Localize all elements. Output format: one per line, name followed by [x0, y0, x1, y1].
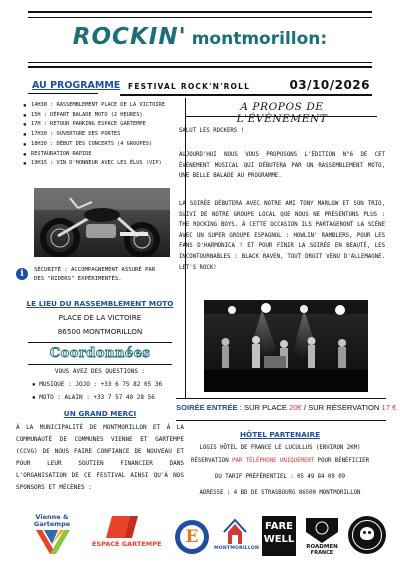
merci-heading: UN GRAND MERCI: [63, 409, 137, 418]
musique-contact[interactable]: ▪ MUSIQUE : JOJO : +33 6 75 82 05 36: [32, 381, 162, 388]
programme-item: ▪ 14H30 : RASSEMBLEMENT PLACE DE LA VICTOIRE: [23, 101, 183, 111]
header-rule-thin: [28, 62, 372, 63]
coordonnees-rule-top: [28, 342, 172, 343]
programme-item: ▪ 17H : RETOUR PARKING ESPACE GARTEMPE: [23, 120, 183, 130]
logo-dots: :: [320, 29, 328, 49]
hotel-phone-only: PAR TÉLÉPHONE UNIQUEMENT: [232, 458, 315, 464]
programme-heading: AU PROGRAMME: [32, 80, 121, 91]
lieu-address-line2: 86500 MONTMORILLON: [57, 327, 143, 336]
hotel-rule: [176, 420, 386, 421]
entree-reservation: / SUR RÉSERVATION: [301, 403, 382, 412]
montmorillon-logo: MONTMORILLON: [214, 518, 256, 556]
rockin-montmorillon-logo: [0, 24, 400, 50]
price-sur-place: 20€: [289, 403, 302, 412]
logo-montmorillon-text: montmorillon: [191, 29, 321, 49]
farewell-records-logo: FARE WELL: [262, 516, 296, 556]
info-icon: i: [16, 268, 28, 280]
lieu-address-line1: PLACE DE LA VICTOIRE: [58, 313, 142, 322]
header-rule: [28, 66, 372, 68]
entree-label: SOIRÉE ENTRÉE: [176, 403, 238, 412]
leclerc-logo: E: [175, 520, 209, 554]
hotel-reservation: RÉSERVATION PAR TÉLÉPHONE UNIQUEMENT POUR BÉNÉFICIER: [190, 458, 370, 464]
vienne-gartempe-logo: Vienne & Gartempe: [30, 514, 74, 556]
coordonnees-rule-bottom: [28, 364, 172, 365]
programme-item: ▪ 18H30 : DÉBUT DES CONCERTS (4 GROUPES): [23, 140, 183, 150]
roadmen-logo: ROADMEN FRANCE: [302, 516, 342, 558]
header-row-rule: [120, 94, 372, 96]
apropos-heading: A PROPOS DE L'ÉVÈNEMENT: [236, 101, 328, 125]
apropos-para2: LA SOIRÉE DÉBUTERA AVEC NOTRE AMI TONY MARLOW ET SON TRIO, SUIVI DE NOTRE GROUPE LOCAL QUE NOUS NE PRÉSENTONS PLUS : THE ROCKING BOYS. À CETTE OCCASION ILS PARTAGERONT LA SCÈNE AVEC UN SUPER GROUPE ESPAGNOL : HOWLIN' RAMBLERS, POUR LES FANS D'HARMONICA ! ET POUR FINIR LA SOIRÉE EN BEAUTÉ, LES INCONTOURNABLES : BLACK RAVEN, TOUT DROIT VENU D'ALLEMAGNE. LET'S ROCK!: [179, 201, 385, 271]
hotel-phone[interactable]: DU TARIF PRÉFÉRENTIEL : 05 49 84 09 09: [214, 474, 346, 480]
programme-list: [23, 101, 183, 169]
programme-item: ▪ 15H : DÉPART BALADE MOTO (2 HEURES): [23, 111, 183, 121]
festival-label: FESTIVAL ROCK'N'ROLL: [128, 82, 251, 91]
programme-item: ▪ 19H15 : VIN D'HONNEUR AVEC LES ÉLUS (VIP): [23, 159, 183, 169]
entree-sur-place: : SUR PLACE: [237, 403, 290, 412]
coordonnees-heading: Coordonnées: [49, 346, 151, 361]
merci-text: À LA MUNICIPALITÉ DE MONTMORILLON ET À LA COMMUNAUTÉ DE COMMUNES VIENNE ET GARTEMPE (CCVG) DE NOUS FAIRE CONFIANCE DE NOUVEAU ET POUR LEUR SOUTIEN FINANCIER DANS L'ORGANISATION DE CE FESTIVAL AINSI QU'À NOS SPONSORS ET MÉCÈNES :: [16, 424, 184, 491]
top-rule-thin: [28, 17, 372, 18]
hotel-heading: HÔTEL PARTENAIRE: [239, 430, 321, 439]
espace-gartempe-logo: ESPACE GARTEMPE: [92, 514, 158, 554]
programme-underline: [28, 93, 98, 94]
programme-item: ▪ RESTAURATION RAPIDE: [23, 150, 183, 160]
moto-contact[interactable]: ▪ MOTO : ALAIN : +33 7 57 40 28 56: [32, 394, 155, 401]
security-note: SÉCURITÉ : ACCOMPAGNEMENT ASSURÉ PAR DES "RIDERS" EXPÉRIMENTÉS.: [34, 267, 156, 282]
lieu-heading: LE LIEU DU RASSEMBLEMENT MOTO: [26, 299, 174, 308]
apropos-para1: AUJOURD'HUI NOUS VOUS PROPOSONS L'ÉDITION N°6 DE CET ÉVÈNEMENT MUSICAL QUI DÉBUTERA PAR UN RASSEMBLEMENT MOTO, UNE BELLE BALADE AU PROGRAMME.: [179, 152, 385, 180]
logo-rockin-text: ROCKIN': [72, 24, 187, 50]
price-reservation: 17 €: [381, 403, 397, 412]
salut-text: SALUT LES ROCKERS !: [179, 128, 245, 134]
motorcycle-photo: [34, 188, 170, 257]
hotel-name: LOGIS HÔTEL DE FRANCE LE LUCULLUS (ENVIRON 2KM): [199, 445, 361, 451]
event-date: 03/10/2026: [289, 78, 370, 92]
questions-label: VOUS AVEZ DES QUESTIONS :: [54, 368, 146, 375]
skull-badge-logo: [348, 516, 386, 554]
top-rule: [28, 11, 372, 13]
entree-line: [176, 403, 397, 412]
programme-item: ▪ 17H30 : OUVERTURE DES PORTES: [23, 130, 183, 140]
entree-rule: [176, 398, 386, 399]
concert-photo: [204, 300, 368, 392]
hotel-address: ADRESSE : 4 BD DE STRASBOURG 86500 MONTMORILLON: [199, 490, 361, 496]
